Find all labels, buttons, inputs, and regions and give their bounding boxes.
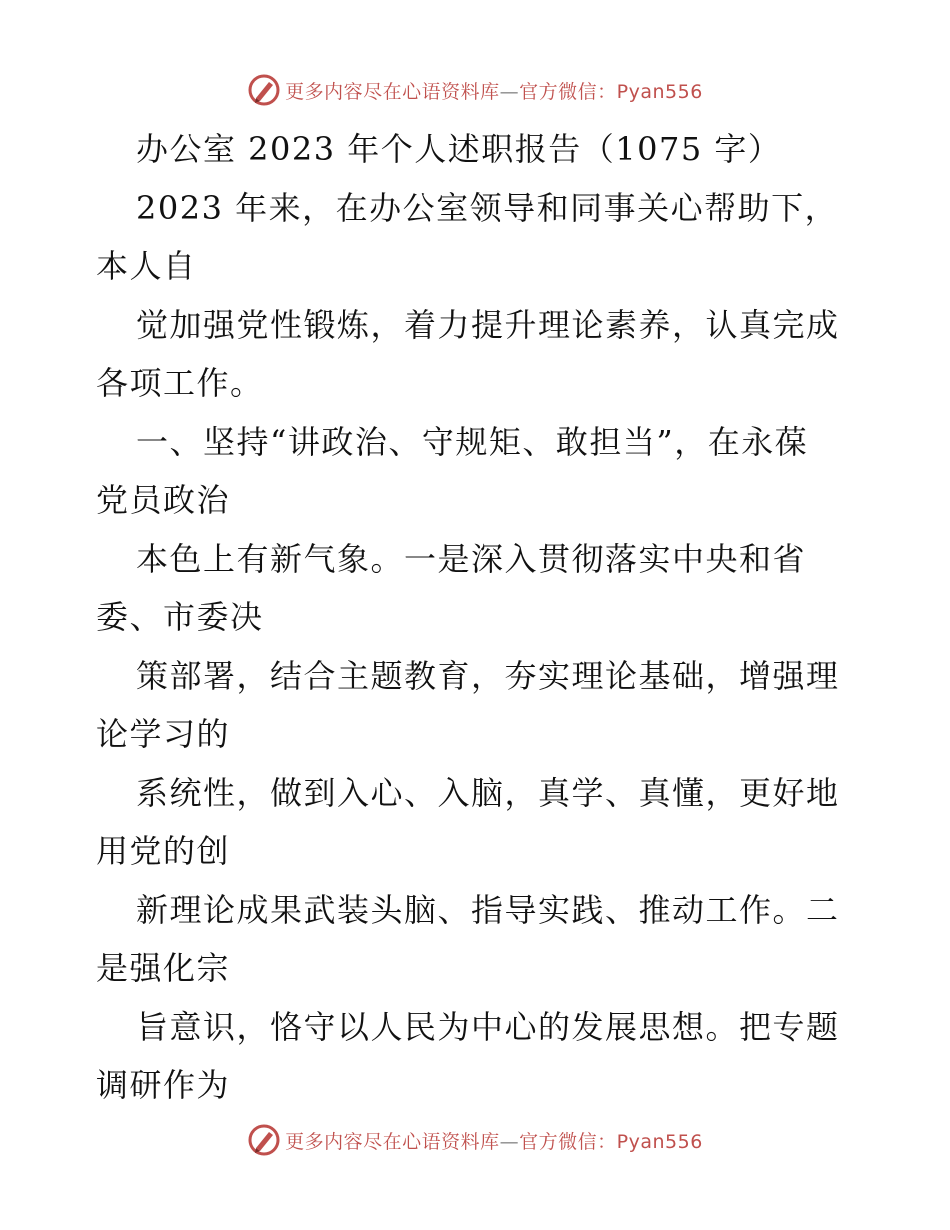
text-line: 党员政治 — [96, 481, 231, 519]
pen-logo-icon — [247, 73, 281, 107]
text-line: 是强化宗 — [96, 949, 231, 987]
text-line: 调研作为 — [96, 1066, 231, 1104]
banner-separator: — — [499, 1130, 520, 1153]
text-line: 系统性，做到入心、入脑，真学、真懂，更好地 — [136, 773, 840, 812]
text-line: 各项工作。 — [96, 364, 264, 402]
banner-text — [285, 1127, 703, 1154]
banner-separator: — — [499, 80, 520, 103]
text-line: 旨意识，恪守以人民为中心的发展思想。把专题 — [136, 1007, 840, 1046]
document-body — [96, 120, 856, 1115]
text-line: 本人自 — [96, 247, 197, 285]
text-line: 本色上有新气象。一是深入贯彻落实中央和省 — [136, 539, 807, 578]
text-line: 论学习的 — [96, 715, 231, 753]
text-line: 一、坚持“讲政治、守规矩、敢担当”，在永葆 — [136, 422, 809, 461]
footer-banner — [0, 1120, 950, 1160]
text-line: 办公室 2023 年个人述职报告（1075 字） — [136, 130, 782, 168]
banner-contact: 官方微信：Pyan556 — [519, 80, 703, 103]
banner-slogan: 更多内容尽在心语资料库 — [285, 80, 500, 103]
text-line: 新理论成果武装头脑、指导实践、推动工作。二 — [136, 890, 840, 929]
text-line: 用党的创 — [96, 832, 231, 870]
text-line: 觉加强党性锻炼，着力提升理论素养，认真完成 — [136, 305, 840, 344]
banner-text — [285, 77, 703, 104]
pen-logo-icon — [247, 1123, 281, 1157]
header-banner — [0, 70, 950, 110]
text-line: 委、市委决 — [96, 598, 264, 636]
banner-contact: 官方微信：Pyan556 — [519, 1130, 703, 1153]
banner-slogan: 更多内容尽在心语资料库 — [285, 1130, 500, 1153]
text-line: 策部署，结合主题教育，夯实理论基础，增强理 — [136, 656, 840, 695]
text-line: 2023 年来，在办公室领导和同事关心帮助下， — [136, 188, 839, 227]
